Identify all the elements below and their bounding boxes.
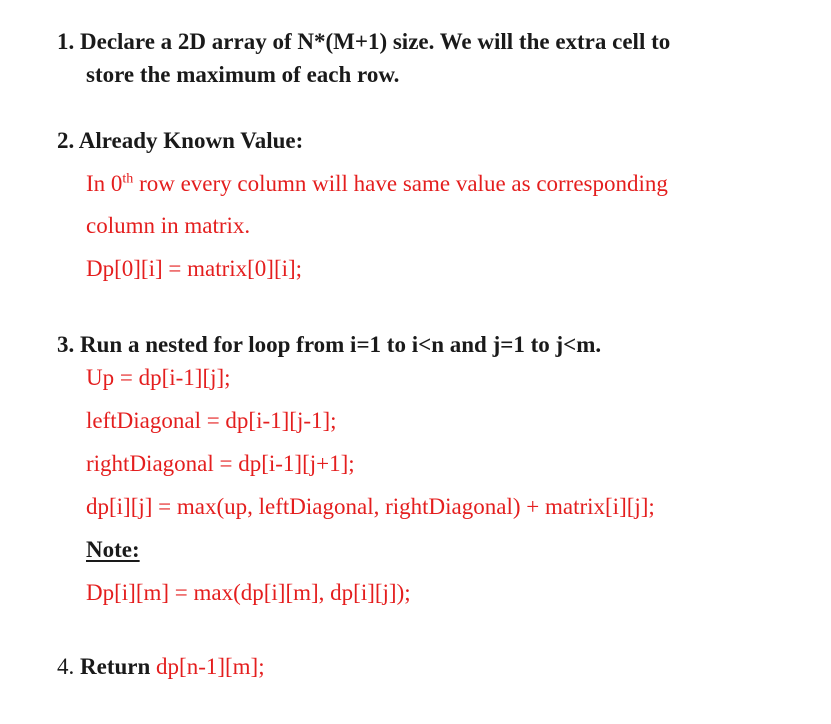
step-3-note-code: Dp[i][m] = max(dp[i][m], dp[i][j]); — [86, 580, 411, 605]
step-3-code-1: Up = dp[i-1][j]; — [86, 365, 231, 390]
step-2-desc-post: row every column will have same value as corresponding — [133, 171, 668, 196]
step-3-code-3: rightDiagonal = dp[i-1][j+1]; — [86, 451, 355, 476]
step-1-text: Declare a 2D array of N*(M+1) size. We will the extra cell to — [80, 29, 671, 54]
step-3-heading-line — [57, 333, 601, 356]
step-2-desc-sup: th — [122, 171, 134, 187]
step-2-description-line-1 — [86, 172, 668, 195]
step-2-heading-line — [57, 129, 303, 152]
step-2-code: Dp[0][i] = matrix[0][i]; — [86, 256, 303, 281]
step-4-label: Return — [80, 654, 151, 679]
step-3-code-4: dp[i][j] = max(up, leftDiagonal, rightDiagonal) + matrix[i][j]; — [86, 494, 655, 519]
step-3-note-label: Note: — [86, 537, 140, 562]
step-4-line — [57, 655, 265, 678]
step-3-code-2: leftDiagonal = dp[i-1][j-1]; — [86, 408, 337, 433]
step-4-number: 4. — [57, 654, 75, 679]
step-2-desc-pre: In 0 — [86, 171, 123, 196]
step-2-number: 2. — [57, 128, 75, 153]
step-4-code: dp[n-1][m]; — [156, 654, 265, 679]
step-3-number: 3. — [57, 332, 75, 357]
step-2-heading: Already Known Value: — [78, 128, 304, 153]
step-1-number: 1. — [57, 29, 75, 54]
step-3-heading: Run a nested for loop from i=1 to i<n and j=1 to j<m. — [80, 332, 602, 357]
step-2-description-line-2: column in matrix. — [86, 213, 251, 238]
step-1-line-1 — [57, 30, 670, 53]
step-1-line-2: store the maximum of each row. — [86, 62, 400, 87]
